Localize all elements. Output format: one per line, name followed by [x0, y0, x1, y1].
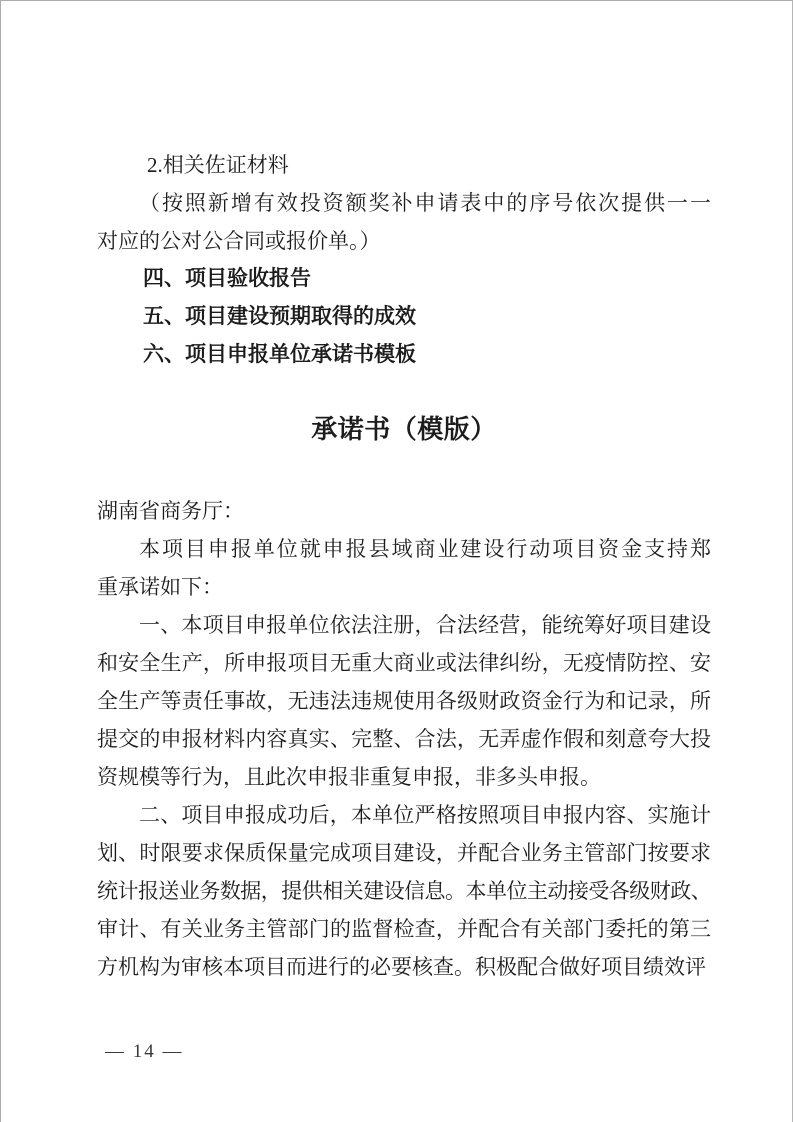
intro-line-2: 重承诺如下：	[97, 575, 223, 599]
numbered-item: 2.相关佐证材料	[147, 153, 289, 177]
page-number: — 14 —	[105, 1041, 184, 1062]
salutation: 湖南省商务厅：	[97, 499, 244, 523]
note-line-2: 对应的公对公合同或报价单。）	[97, 229, 381, 253]
clause1-line-4: 提交的申报材料内容真实、完整、合法，无弄虚作假和刻意夸大投	[97, 727, 711, 751]
clause2-line-5: 方机构为审核本项目而进行的必要核查。积极配合做好项目绩效评	[97, 955, 706, 979]
section-heading-4: 四、项目验收报告	[143, 267, 311, 290]
section-heading-5: 五、项目建设预期取得的成效	[143, 305, 416, 328]
section-heading-6: 六、项目申报单位承诺书模板	[143, 343, 416, 366]
clause2-line-1: 二、项目申报成功后，本单位严格按照项目申报内容、实施计	[139, 803, 711, 827]
clause1-line-2: 和安全生产，所申报项目无重大商业或法律纠纷，无疫情防控、安	[97, 651, 711, 675]
note-line-1: （按照新增有效投资额奖补申请表中的序号依次提供一一	[139, 191, 711, 215]
clause1-line-1: 一、本项目申报单位依法注册，合法经营，能统筹好项目建设	[139, 613, 711, 637]
page-content	[97, 1, 711, 986]
clause1-line-5: 资规模等行为，且此次申报非重复申报，非多头申报。	[97, 765, 601, 789]
clause2-line-4: 审计、有关业务主管部门的监督检查，并配合有关部门委托的第三	[97, 917, 711, 941]
letter-title: 承诺书（模版）	[311, 415, 497, 444]
clause2-line-3: 统计报送业务数据，提供相关建设信息。本单位主动接受各级财政、	[97, 879, 711, 903]
clause2-line-2: 划、时限要求保质保量完成项目建设，并配合业务主管部门按要求	[97, 841, 711, 865]
intro-line-1: 本项目申报单位就申报县域商业建设行动项目资金支持郑	[139, 537, 711, 561]
clause1-line-3: 全生产等责任事故，无违法违规使用各级财政资金行为和记录，所	[97, 689, 711, 713]
